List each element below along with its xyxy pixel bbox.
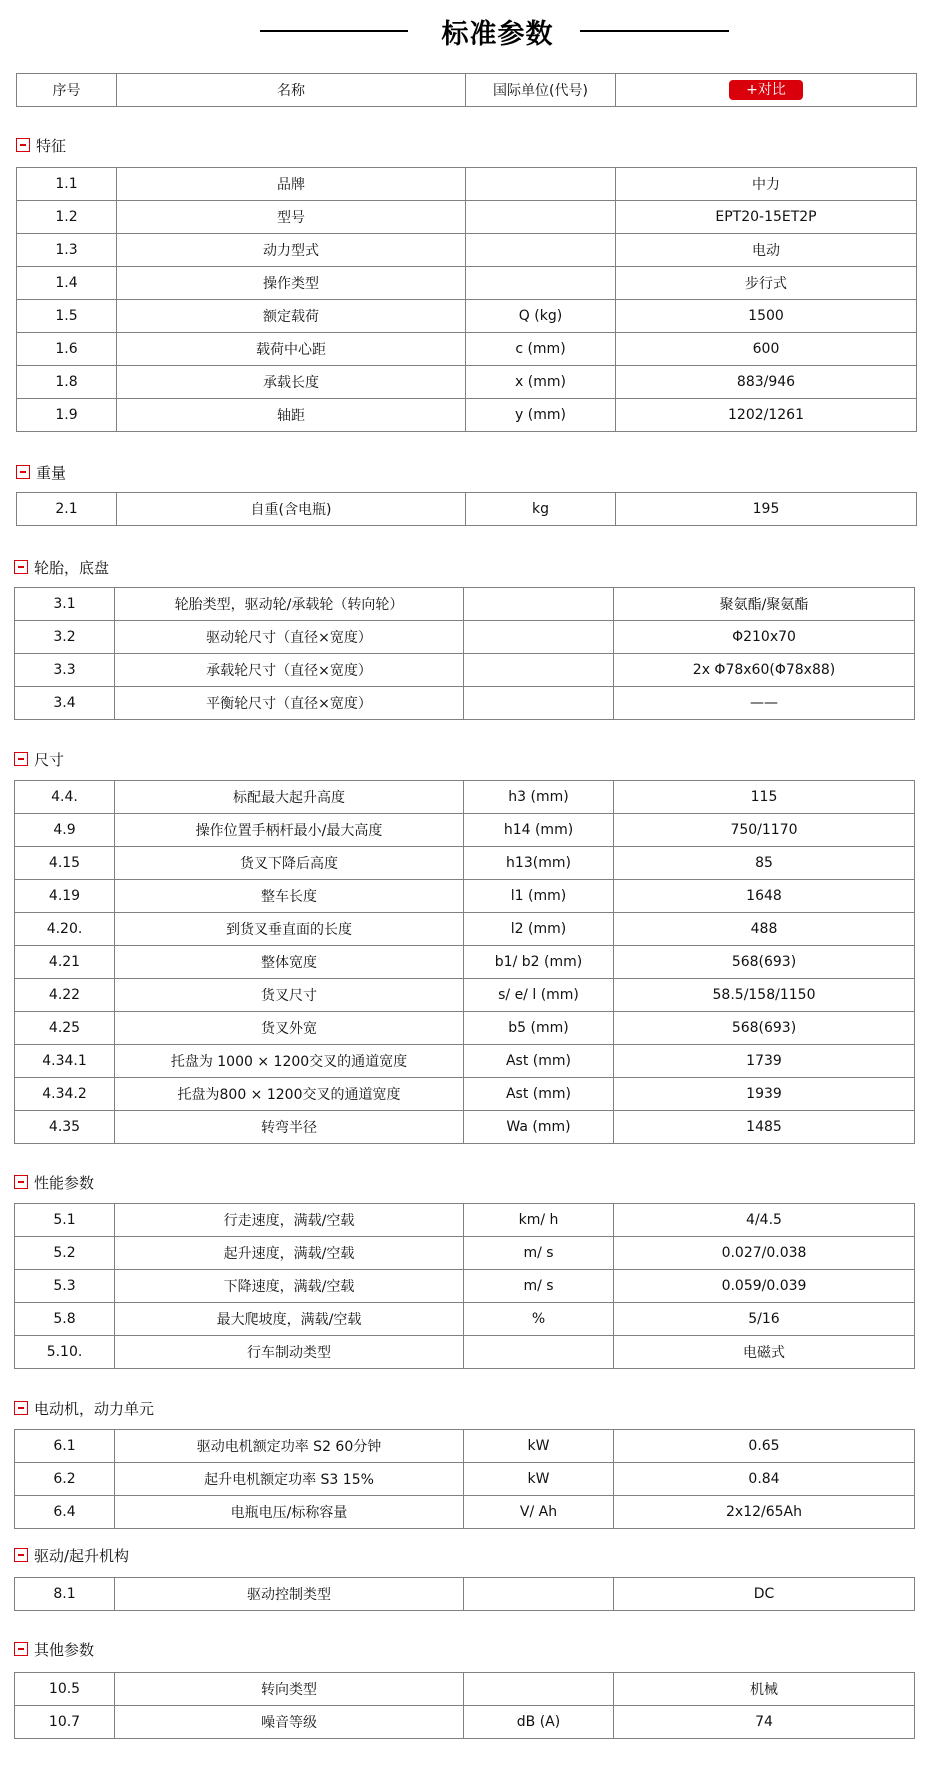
table-row (15, 654, 915, 687)
cell-value: Φ210x70 (614, 621, 915, 654)
cell-unit (464, 588, 614, 621)
cell-value: 聚氨酯/聚氨酯 (614, 588, 915, 621)
cell-seq: 3.1 (15, 588, 115, 621)
cell-unit: Wa (mm) (464, 1111, 614, 1144)
section-header-3 (14, 558, 109, 576)
cell-value: 568(693) (614, 946, 915, 979)
cell-seq: 2.1 (17, 493, 117, 526)
cell-name: 平衡轮尺寸（直径×宽度） (115, 687, 464, 720)
cell-unit: kg (466, 493, 616, 526)
section-table-4 (14, 780, 915, 1144)
table-row (15, 1303, 915, 1336)
cell-value: EPT20-15ET2P (616, 201, 917, 234)
cell-name: 起升速度，满载/空载 (115, 1237, 464, 1270)
cell-value: 1739 (614, 1045, 915, 1078)
cell-seq: 1.2 (17, 201, 117, 234)
cell-unit (464, 1578, 614, 1611)
section-title: 重量 (36, 463, 67, 482)
table-row (17, 366, 917, 399)
collapse-minus-icon[interactable] (16, 465, 30, 479)
section-table-8 (14, 1672, 915, 1739)
collapse-minus-icon[interactable] (16, 138, 30, 152)
cell-unit: s/ e/ l (mm) (464, 979, 614, 1012)
cell-value: 195 (616, 493, 917, 526)
cell-seq: 5.3 (15, 1270, 115, 1303)
collapse-minus-icon[interactable] (14, 752, 28, 766)
table-row (17, 493, 917, 526)
cell-name: 整体宽度 (115, 946, 464, 979)
section-header-1 (16, 136, 66, 154)
page-heading (0, 10, 934, 50)
collapse-minus-icon[interactable] (14, 1401, 28, 1415)
section-header-5 (14, 1173, 94, 1191)
cell-seq: 1.8 (17, 366, 117, 399)
cell-value: 电磁式 (614, 1336, 915, 1369)
collapse-minus-icon[interactable] (14, 1175, 28, 1189)
cell-seq: 1.9 (17, 399, 117, 432)
cell-unit: l2 (mm) (464, 913, 614, 946)
cell-seq: 3.4 (15, 687, 115, 720)
section-table-6 (14, 1429, 915, 1529)
cell-value: 0.059/0.039 (614, 1270, 915, 1303)
cell-value: 600 (616, 333, 917, 366)
cell-value: 4/4.5 (614, 1204, 915, 1237)
section-title: 驱动/起升机构 (34, 1546, 130, 1565)
section-title: 轮胎，底盘 (34, 558, 110, 577)
cell-name: 货叉下降后高度 (115, 847, 464, 880)
cell-unit: km/ h (464, 1204, 614, 1237)
section-header-6 (14, 1399, 154, 1417)
cell-unit: h13(mm) (464, 847, 614, 880)
cell-unit: h14 (mm) (464, 814, 614, 847)
cell-name: 动力型式 (117, 234, 466, 267)
cell-value: 58.5/158/1150 (614, 979, 915, 1012)
column-header-seq: 序号 (17, 74, 117, 107)
cell-seq: 4.19 (15, 880, 115, 913)
cell-value: 883/946 (616, 366, 917, 399)
cell-unit (466, 168, 616, 201)
table-row (15, 621, 915, 654)
cell-name: 驱动控制类型 (115, 1578, 464, 1611)
cell-seq: 10.5 (15, 1673, 115, 1706)
cell-value: 115 (614, 781, 915, 814)
cell-unit (464, 654, 614, 687)
cell-name: 下降速度，满载/空载 (115, 1270, 464, 1303)
section-table-1 (16, 167, 917, 432)
cell-name: 驱动轮尺寸（直径×宽度） (115, 621, 464, 654)
section-header-7 (14, 1546, 129, 1564)
cell-seq: 4.22 (15, 979, 115, 1012)
cell-value: 步行式 (616, 267, 917, 300)
cell-value: 750/1170 (614, 814, 915, 847)
cell-seq: 6.2 (15, 1463, 115, 1496)
cell-name: 电瓶电压/标称容量 (115, 1496, 464, 1529)
table-row (15, 1673, 915, 1706)
cell-unit: Ast (mm) (464, 1078, 614, 1111)
cell-unit (464, 621, 614, 654)
cell-name: 轴距 (117, 399, 466, 432)
cell-seq: 1.6 (17, 333, 117, 366)
cell-name: 承载轮尺寸（直径×宽度） (115, 654, 464, 687)
cell-value: DC (614, 1578, 915, 1611)
table-row (15, 1012, 915, 1045)
cell-name: 额定载荷 (117, 300, 466, 333)
table-row (15, 1578, 915, 1611)
cell-unit (464, 1673, 614, 1706)
table-row (15, 1270, 915, 1303)
cell-seq: 6.1 (15, 1430, 115, 1463)
cell-value: 1939 (614, 1078, 915, 1111)
table-row (15, 814, 915, 847)
table-row (17, 399, 917, 432)
cell-unit: x (mm) (466, 366, 616, 399)
cell-unit (466, 234, 616, 267)
cell-unit: m/ s (464, 1237, 614, 1270)
table-row (15, 1463, 915, 1496)
cell-name: 行车制动类型 (115, 1336, 464, 1369)
collapse-minus-icon[interactable] (14, 1548, 28, 1562)
table-row (15, 1336, 915, 1369)
cell-value: 机械 (614, 1673, 915, 1706)
cell-unit (464, 1336, 614, 1369)
cell-unit: dB (A) (464, 1706, 614, 1739)
table-row (15, 1706, 915, 1739)
cell-value: 1648 (614, 880, 915, 913)
cell-unit: Ast (mm) (464, 1045, 614, 1078)
cell-seq: 3.3 (15, 654, 115, 687)
section-header-4 (14, 750, 64, 768)
cell-seq: 4.35 (15, 1111, 115, 1144)
cell-seq: 4.21 (15, 946, 115, 979)
section-table-7 (14, 1577, 915, 1611)
cell-unit: c (mm) (466, 333, 616, 366)
cell-unit: V/ Ah (464, 1496, 614, 1529)
cell-name: 最大爬坡度，满载/空载 (115, 1303, 464, 1336)
cell-unit: % (464, 1303, 614, 1336)
cell-unit (466, 267, 616, 300)
cell-name: 载荷中心距 (117, 333, 466, 366)
table-row (15, 1496, 915, 1529)
cell-name: 转向类型 (115, 1673, 464, 1706)
table-row (17, 333, 917, 366)
cell-seq: 1.4 (17, 267, 117, 300)
cell-value: 85 (614, 847, 915, 880)
table-row (15, 1430, 915, 1463)
cell-seq: 4.34.2 (15, 1078, 115, 1111)
cell-value: 568(693) (614, 1012, 915, 1045)
cell-value: —— (614, 687, 915, 720)
heading-divider-left (260, 30, 408, 32)
cell-name: 轮胎类型，驱动轮/承载轮（转向轮） (115, 588, 464, 621)
cell-unit: l1 (mm) (464, 880, 614, 913)
cell-value: 2x12/65Ah (614, 1496, 915, 1529)
cell-name: 托盘为800 × 1200交叉的通道宽度 (115, 1078, 464, 1111)
cell-seq: 4.4. (15, 781, 115, 814)
cell-unit: Q (kg) (466, 300, 616, 333)
table-row (17, 234, 917, 267)
cell-seq: 4.25 (15, 1012, 115, 1045)
cell-seq: 6.4 (15, 1496, 115, 1529)
cell-name: 货叉外宽 (115, 1012, 464, 1045)
cell-unit: kW (464, 1430, 614, 1463)
cell-seq: 4.20. (15, 913, 115, 946)
cell-seq: 4.34.1 (15, 1045, 115, 1078)
table-row (17, 267, 917, 300)
column-header-compare (616, 74, 917, 107)
page-title: 标准参数 (441, 19, 554, 50)
header-row (17, 74, 917, 107)
cell-seq: 8.1 (15, 1578, 115, 1611)
table-row (15, 880, 915, 913)
table-row (15, 979, 915, 1012)
cell-name: 标配最大起升高度 (115, 781, 464, 814)
cell-seq: 1.1 (17, 168, 117, 201)
cell-name: 操作位置手柄杆最小/最大高度 (115, 814, 464, 847)
table-row (17, 300, 917, 333)
table-row (15, 1111, 915, 1144)
cell-seq: 4.9 (15, 814, 115, 847)
table-row (15, 588, 915, 621)
cell-seq: 1.5 (17, 300, 117, 333)
cell-value: 1500 (616, 300, 917, 333)
cell-name: 货叉尺寸 (115, 979, 464, 1012)
table-row (15, 1045, 915, 1078)
cell-value: 0.027/0.038 (614, 1237, 915, 1270)
cell-name: 型号 (117, 201, 466, 234)
cell-name: 行走速度，满载/空载 (115, 1204, 464, 1237)
cell-name: 操作类型 (117, 267, 466, 300)
cell-seq: 4.15 (15, 847, 115, 880)
table-row (15, 1204, 915, 1237)
collapse-minus-icon[interactable] (14, 1642, 28, 1656)
table-row (15, 847, 915, 880)
section-title: 尺寸 (34, 750, 65, 769)
heading-divider-right (580, 30, 729, 32)
table-row (17, 201, 917, 234)
table-row (15, 1078, 915, 1111)
cell-name: 噪音等级 (115, 1706, 464, 1739)
cell-seq: 5.10. (15, 1336, 115, 1369)
cell-value: 中力 (616, 168, 917, 201)
cell-seq: 1.3 (17, 234, 117, 267)
table-row (15, 946, 915, 979)
cell-seq: 5.1 (15, 1204, 115, 1237)
table-row (15, 687, 915, 720)
cell-value: 1485 (614, 1111, 915, 1144)
cell-name: 驱动电机额定功率 S2 60分钟 (115, 1430, 464, 1463)
cell-value: 488 (614, 913, 915, 946)
section-title: 电动机，动力单元 (34, 1399, 155, 1418)
collapse-minus-icon[interactable] (14, 560, 28, 574)
column-header-unit: 国际单位(代号) (466, 74, 616, 107)
section-title: 特征 (36, 136, 67, 155)
cell-name: 自重(含电瓶) (117, 493, 466, 526)
table-row (15, 913, 915, 946)
table-row (15, 1237, 915, 1270)
cell-seq: 5.2 (15, 1237, 115, 1270)
add-compare-button[interactable]: +对比 (729, 80, 803, 100)
table-row (15, 781, 915, 814)
cell-unit: y (mm) (466, 399, 616, 432)
table-row (17, 168, 917, 201)
cell-value: 1202/1261 (616, 399, 917, 432)
spec-header-table (16, 73, 917, 107)
cell-name: 转弯半径 (115, 1111, 464, 1144)
section-table-5 (14, 1203, 915, 1369)
cell-unit: b1/ b2 (mm) (464, 946, 614, 979)
cell-seq: 10.7 (15, 1706, 115, 1739)
cell-seq: 5.8 (15, 1303, 115, 1336)
cell-unit (466, 201, 616, 234)
column-header-name: 名称 (117, 74, 466, 107)
cell-value: 5/16 (614, 1303, 915, 1336)
cell-name: 承载长度 (117, 366, 466, 399)
section-title: 性能参数 (34, 1173, 95, 1192)
cell-unit: b5 (mm) (464, 1012, 614, 1045)
cell-value: 0.65 (614, 1430, 915, 1463)
section-table-2 (16, 492, 917, 526)
cell-value: 0.84 (614, 1463, 915, 1496)
cell-name: 起升电机额定功率 S3 15% (115, 1463, 464, 1496)
cell-name: 到货叉垂直面的长度 (115, 913, 464, 946)
cell-unit: h3 (mm) (464, 781, 614, 814)
cell-value: 74 (614, 1706, 915, 1739)
cell-unit: m/ s (464, 1270, 614, 1303)
section-header-2 (16, 463, 66, 481)
cell-name: 品牌 (117, 168, 466, 201)
section-table-3 (14, 587, 915, 720)
cell-value: 2x Φ78x60(Φ78x88) (614, 654, 915, 687)
cell-name: 托盘为 1000 × 1200交叉的通道宽度 (115, 1045, 464, 1078)
section-header-8 (14, 1640, 94, 1658)
cell-seq: 3.2 (15, 621, 115, 654)
cell-unit: kW (464, 1463, 614, 1496)
section-title: 其他参数 (34, 1640, 95, 1659)
cell-value: 电动 (616, 234, 917, 267)
cell-name: 整车长度 (115, 880, 464, 913)
cell-unit (464, 687, 614, 720)
